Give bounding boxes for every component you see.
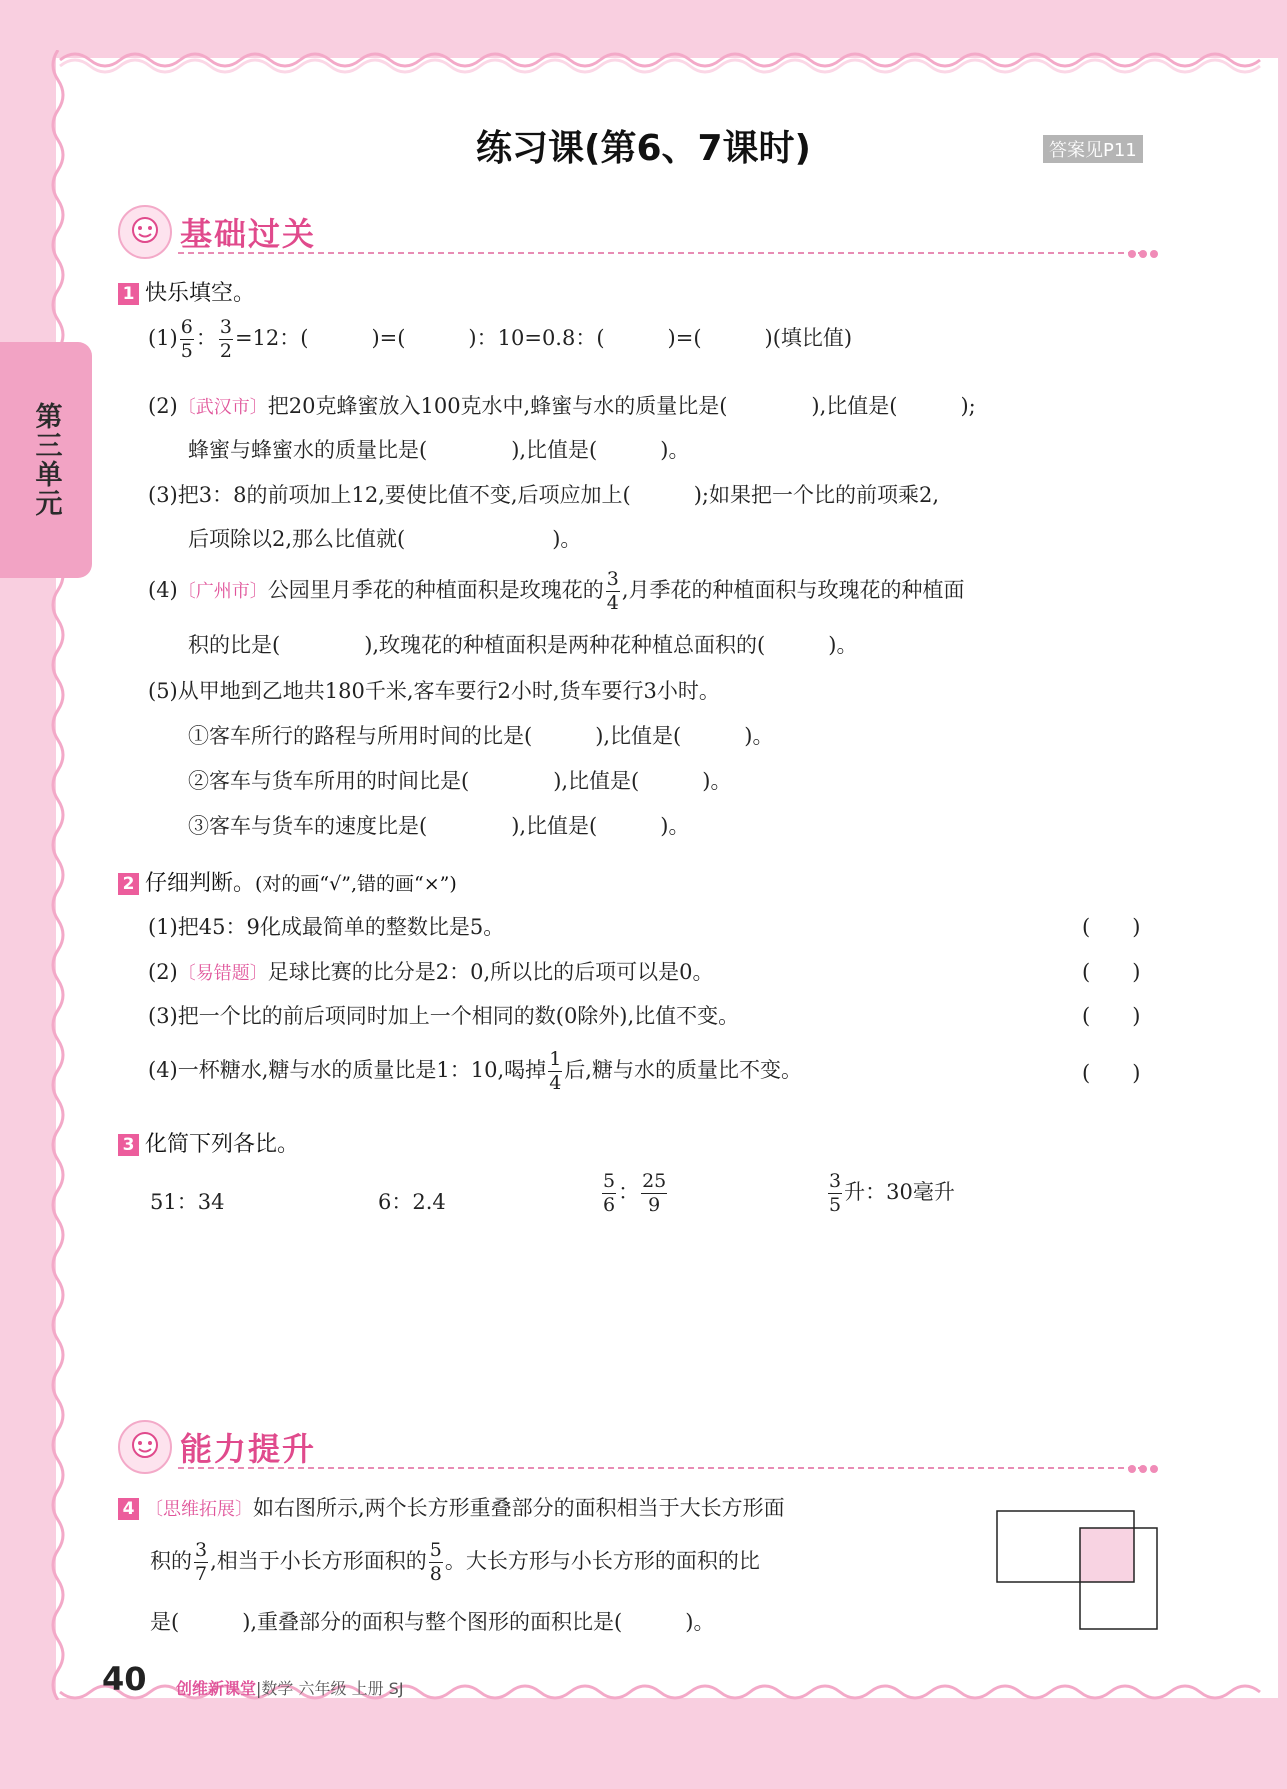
q2-item1-answer-blank[interactable]: ( ): [1082, 915, 1141, 939]
section-title-advanced: 能力提升: [180, 1430, 317, 1468]
question-number: 1: [118, 283, 139, 305]
fraction-6-5: $\frac{6}{5}$: [180, 316, 193, 362]
question-1-title: 快乐填空。: [145, 281, 256, 306]
unit-tab-label: 第三单元: [30, 402, 62, 518]
q1-part1-prefix: (1): [148, 326, 178, 350]
q2-item4: (4)一杯糖水,糖与水的质量比是1：10,喝掉 $\frac{1}{4}$ 后,糖与水的质量比不变。: [148, 1048, 802, 1094]
fraction-5-8: $\frac{5}{8}$: [429, 1539, 442, 1585]
footer-subject: |数学 六年级 上册 SJ: [256, 1679, 404, 1698]
q1-part2-line2: 蜂蜜与蜂蜜水的质量比是( ),比值是( )。: [188, 438, 690, 462]
mascot-icon: [118, 1420, 172, 1474]
question-2-note: (对的画“√”,错的画“×”): [255, 873, 457, 895]
section-divider: [178, 252, 1144, 254]
page-number: 40: [102, 1660, 147, 1698]
decorative-dots-icon: [1125, 1458, 1158, 1477]
overlap-region: [1080, 1528, 1134, 1582]
top-wave-border: [0, 44, 1287, 74]
q2-item2-answer-blank[interactable]: ( ): [1082, 960, 1141, 984]
fraction-25-9: $\frac{25}{9}$: [642, 1170, 667, 1216]
overlapping-rectangles-figure: [994, 1508, 1160, 1632]
q1-part5-sub2: ②客车与货车所用的时间比是( ),比值是( )。: [188, 769, 732, 793]
q4-line3: 是( ),重叠部分的面积与整个图形的面积比是( )。: [150, 1610, 715, 1634]
q1-part1-text: =12：( )=( )：10=0.8：( )=( )(填比值): [234, 326, 853, 350]
q2-item4-answer-blank[interactable]: ( ): [1082, 1061, 1141, 1085]
q1-part4-line2: 积的比是( ),玫瑰花的种植面积是两种花种植总面积的( )。: [188, 633, 858, 657]
source-tag: 〔武汉市〕: [177, 397, 268, 418]
question-number: 3: [118, 1134, 139, 1156]
ratio-colon: ：: [195, 326, 217, 350]
source-tag: 〔广州市〕: [177, 581, 268, 602]
fraction-3-2: $\frac{3}{2}$: [219, 316, 232, 362]
unit-side-tab: [0, 342, 92, 578]
fraction-3-5: $\frac{3}{5}$: [829, 1170, 842, 1216]
q3-expr1: 51：34: [150, 1190, 225, 1214]
q2-item1: (1)把45：9化成最简单的整数比是5。: [148, 915, 505, 939]
question-2-header: [118, 866, 457, 897]
q4-line2: 积的 $\frac{3}{7}$ ,相当于小长方形面积的 $\frac{5}{8}$ 。大长方形与小长方形的面积的比: [150, 1539, 760, 1585]
source-tag: 〔思维拓展〕: [145, 1499, 253, 1520]
footer-book-info: [176, 1676, 404, 1699]
q3-expr4: $\frac{3}{5}$ 升：30毫升: [829, 1170, 955, 1216]
q1-part2-line1: (2)〔武汉市〕把20克蜂蜜放入100克水中,蜂蜜与水的质量比是( ),比值是( );: [148, 394, 976, 418]
section-title-basic: 基础过关: [180, 215, 317, 253]
question-number: 2: [118, 873, 139, 895]
question-3-title: 化简下列各比。: [145, 1132, 300, 1157]
q2-item3: (3)把一个比的前后项同时加上一个相同的数(0除外),比值不变。: [148, 1004, 740, 1028]
answer-reference-badge: 答案见P11: [1043, 135, 1143, 163]
q3-expr2: 6：2.4: [378, 1190, 446, 1214]
source-tag: 〔易错题〕: [177, 963, 268, 984]
q2-item2: (2)〔易错题〕足球比赛的比分是2：0,所以比的后项可以是0。: [148, 960, 714, 984]
section-divider: [178, 1467, 1144, 1469]
question-number: 4: [118, 1498, 139, 1520]
q1-part4-line1: (4)〔广州市〕公园里月季花的种植面积是玫瑰花的 $\frac{3}{4}$ ,月季花的种植面积与玫瑰花的种植面: [148, 568, 965, 614]
question-3-header: [118, 1127, 299, 1158]
q1-part5-sub3: ③客车与货车的速度比是( ),比值是( )。: [188, 814, 690, 838]
fraction-3-4: $\frac{3}{4}$: [606, 568, 619, 614]
footer-brand: 创维新课堂: [176, 1679, 257, 1698]
page-title: 练习课(第6、7课时): [475, 128, 811, 169]
q1-part5-sub1: ①客车所行的路程与所用时间的比是( ),比值是( )。: [188, 724, 774, 748]
section-header-basic: [118, 205, 1158, 261]
q1-part3-line2: 后项除以2,那么比值就( )。: [188, 527, 582, 551]
fraction-3-7: $\frac{3}{7}$: [195, 1539, 208, 1585]
q1-part5-intro: (5)从甲地到乙地共180千米,客车要行2小时,货车要行3小时。: [148, 679, 720, 703]
fraction-1-4: $\frac{1}{4}$: [549, 1048, 562, 1094]
q1-part3-line1: (3)把3：8的前项加上12,要使比值不变,后项应加上( );如果把一个比的前项乘2,: [148, 483, 940, 507]
q1-part1: [148, 318, 852, 361]
decorative-dots-icon: [1125, 243, 1158, 262]
mascot-icon: [118, 205, 172, 259]
section-header-advanced: [118, 1420, 1158, 1476]
question-2-title: 仔细判断。: [145, 871, 256, 896]
q4-line1: 4 〔思维拓展〕如右图所示,两个长方形重叠部分的面积相当于大长方形面: [118, 1492, 785, 1522]
question-1-header: [118, 276, 255, 307]
left-wave-border: [44, 50, 72, 1700]
q3-expr3: $\frac{5}{6}$ ： $\frac{25}{9}$: [603, 1170, 667, 1216]
q2-item3-answer-blank[interactable]: ( ): [1082, 1004, 1141, 1028]
fraction-5-6: $\frac{5}{6}$: [603, 1170, 616, 1216]
